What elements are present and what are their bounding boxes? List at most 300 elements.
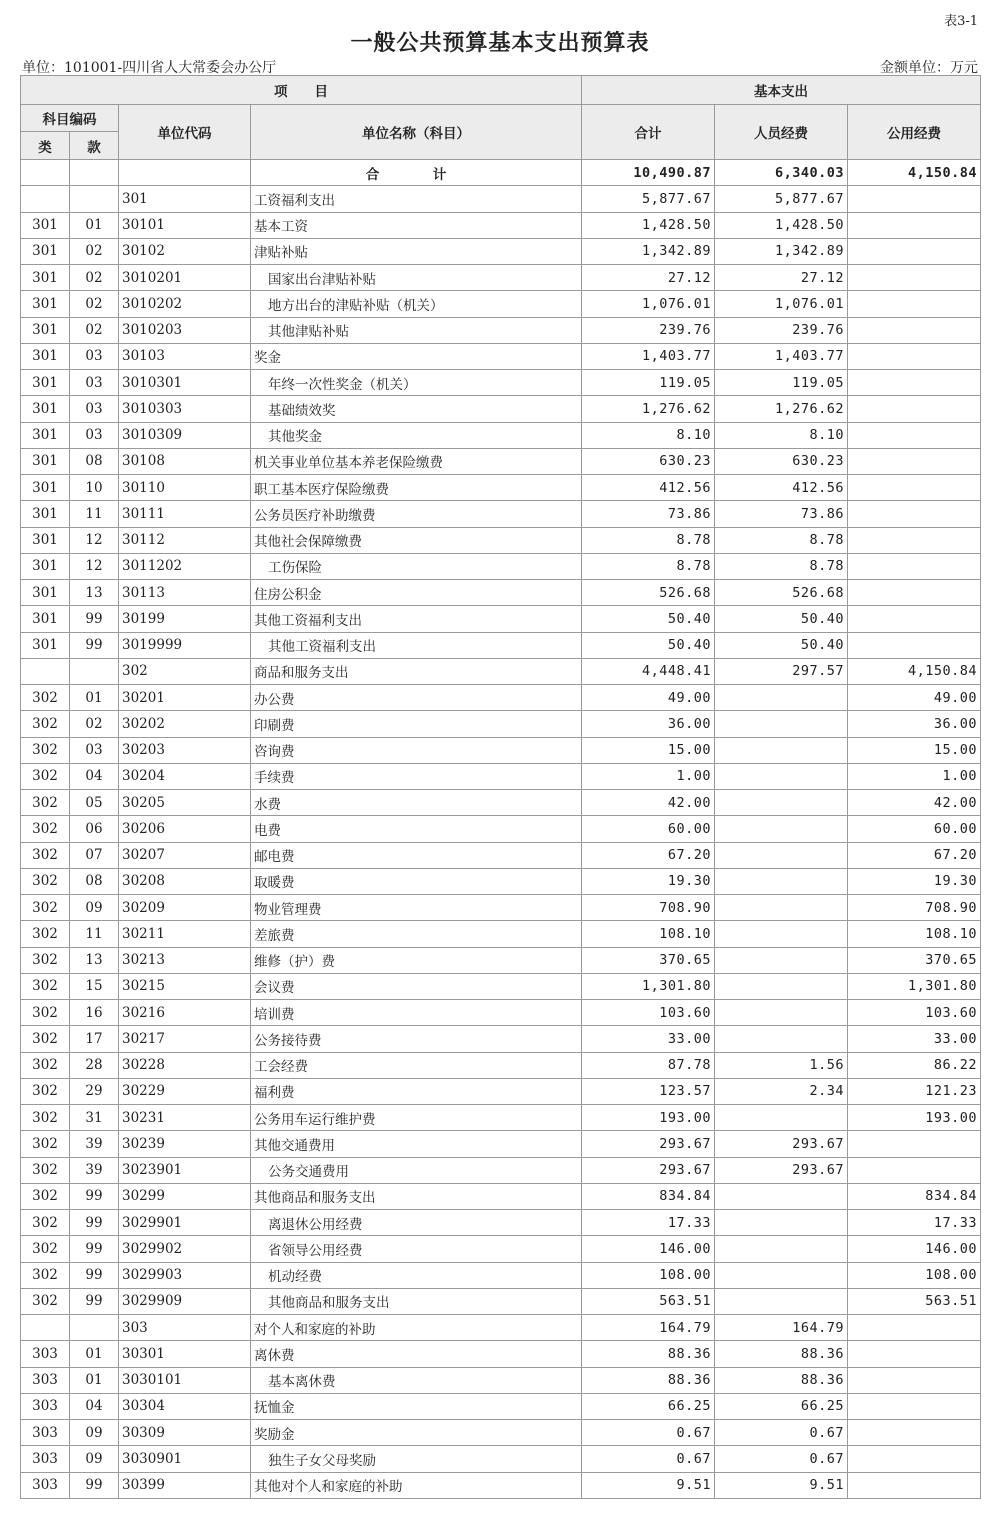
cell-total: 1,428.50 [582,212,715,238]
cell-unit-name: 国家出台津贴补贴 [251,265,582,291]
cell-personnel: 2.34 [715,1078,848,1104]
cell-unit-code: 30205 [119,790,251,816]
cell-unit-code: 30301 [119,1341,251,1367]
cell-unit-name: 抚恤金 [251,1393,582,1419]
cell-total: 4,448.41 [582,658,715,684]
cell-unit-name: 邮电费 [251,842,582,868]
cell-unit-name: 其他社会保障缴费 [251,527,582,553]
cell-unit-name: 印刷费 [251,711,582,737]
cell-unit-code: 30102 [119,238,251,264]
cell-total: 293.67 [582,1157,715,1183]
cell-personnel: 630.23 [715,448,848,474]
cell-total: 66.25 [582,1393,715,1419]
table-row [21,1288,981,1314]
cell-personnel: 8.10 [715,422,848,448]
cell-unit-code: 30217 [119,1026,251,1052]
cell-public [848,212,981,238]
cell-public [848,1341,981,1367]
header-basic-expenditure: 基本支出 [582,76,981,105]
cell-unit-name: 其他津贴补贴 [251,317,582,343]
cell-personnel: 1,276.62 [715,396,848,422]
cell-total: 60.00 [582,816,715,842]
cell-item: 99 [70,1236,119,1262]
cell-unit-code: 30202 [119,711,251,737]
cell-item: 01 [70,1341,119,1367]
cell-category: 301 [21,212,70,238]
cell-total: 49.00 [582,685,715,711]
cell-item: 16 [70,1000,119,1026]
cell-item: 31 [70,1105,119,1131]
table-row [21,1262,981,1288]
cell-category: 302 [21,685,70,711]
cell-personnel [715,816,848,842]
unit-label: 单位：101001-四川省人大常委会办公厅 [22,60,277,76]
cell-personnel [715,947,848,973]
cell-public: 49.00 [848,685,981,711]
cell-total: 36.00 [582,711,715,737]
cell-category: 302 [21,947,70,973]
cell-unit-code: 30399 [119,1472,251,1498]
cell-unit-name: 机关事业单位基本养老保险缴费 [251,448,582,474]
cell-public: 4,150.84 [848,658,981,684]
cell-item: 99 [70,1210,119,1236]
cell-unit-code: 3029903 [119,1262,251,1288]
budget-table [20,75,981,1499]
cell-unit-name: 公务用车运行维护费 [251,1105,582,1131]
cell-personnel: 88.36 [715,1367,848,1393]
cell-personnel [715,973,848,999]
cell-item: 02 [70,291,119,317]
cell-unit-name: 维修（护）费 [251,947,582,973]
cell-public: 103.60 [848,1000,981,1026]
cell-unit-name: 电费 [251,816,582,842]
cell-personnel: 119.05 [715,370,848,396]
cell-category: 302 [21,1078,70,1104]
cell-personnel [715,1000,848,1026]
cell-personnel: 66.25 [715,1393,848,1419]
table-row [21,1052,981,1078]
table-row [21,422,981,448]
cell-unit-code: 30213 [119,947,251,973]
cell-personnel: 412.56 [715,475,848,501]
cell-public [848,580,981,606]
cell-personnel: 297.57 [715,658,848,684]
cell-unit-name: 奖金 [251,343,582,369]
header-subject-code: 科目编码 [21,105,119,132]
cell-unit-name: 其他商品和服务支出 [251,1288,582,1314]
cell-item: 99 [70,1183,119,1209]
table-row [21,711,981,737]
cell-category: 302 [21,1131,70,1157]
cell-total: 108.10 [582,921,715,947]
cell-category: 301 [21,527,70,553]
cell-unit-code: 3029902 [119,1236,251,1262]
cell-unit-name: 奖励金 [251,1420,582,1446]
table-row [21,1000,981,1026]
cell-personnel: 8.78 [715,527,848,553]
cell-personnel: 239.76 [715,317,848,343]
cell-personnel: 9.51 [715,1472,848,1498]
cell-public: 1.00 [848,763,981,789]
cell-unit-code: 3010309 [119,422,251,448]
cell-public [848,501,981,527]
table-row [21,1420,981,1446]
header-unit-code: 单位代码 [119,105,251,160]
cell-item: 02 [70,711,119,737]
cell-unit-code: 30304 [119,1393,251,1419]
cell-item: 39 [70,1131,119,1157]
cell-unit-code: 30112 [119,527,251,553]
cell-personnel: 1,403.77 [715,343,848,369]
cell-category: 303 [21,1341,70,1367]
cell-category: 302 [21,1210,70,1236]
cell-category: 303 [21,1446,70,1472]
table-row [21,1131,981,1157]
cell-category: 302 [21,1236,70,1262]
cell-public [848,1472,981,1498]
cell-unit-code: 30208 [119,868,251,894]
cell-public: 42.00 [848,790,981,816]
cell-item: 01 [70,685,119,711]
cell-category [21,658,70,684]
cell-total: 8.10 [582,422,715,448]
cell-public [848,186,981,212]
cell-unit-name: 住房公积金 [251,580,582,606]
cell-item: 29 [70,1078,119,1104]
cell-unit-code: 3023901 [119,1157,251,1183]
cell-item: 01 [70,212,119,238]
cell-unit-code: 3010203 [119,317,251,343]
cell-total: 88.36 [582,1341,715,1367]
cell-item: 09 [70,1420,119,1446]
table-row [21,658,981,684]
cell-category: 302 [21,1052,70,1078]
cell-total: 164.79 [582,1315,715,1341]
cell-unit-name: 公务员医疗补助缴费 [251,501,582,527]
cell-category: 302 [21,1000,70,1026]
cell-public [848,632,981,658]
cell-unit-name: 工资福利支出 [251,186,582,212]
cell-personnel [715,790,848,816]
cell-public: 370.65 [848,947,981,973]
cell-unit-code: 3011202 [119,553,251,579]
header-personnel: 人员经费 [715,105,848,160]
table-row [21,763,981,789]
cell-total: 0.67 [582,1420,715,1446]
cell-item: 03 [70,422,119,448]
cell-category: 302 [21,816,70,842]
cell-unit-code: 303 [119,1315,251,1341]
cell-unit-name: 福利费 [251,1078,582,1104]
cell-category: 303 [21,1367,70,1393]
cell-public: 108.10 [848,921,981,947]
cell-unit-name: 基本离休费 [251,1367,582,1393]
table-row [21,816,981,842]
table-row [21,317,981,343]
cell-total: 33.00 [582,1026,715,1052]
header-unit-name: 单位名称（科目） [251,105,582,160]
cell-public: 193.00 [848,1105,981,1131]
cell-total: 630.23 [582,448,715,474]
table-row [21,1026,981,1052]
cell-total: 123.57 [582,1078,715,1104]
cell-unit-name: 培训费 [251,1000,582,1026]
cell-total: 15.00 [582,737,715,763]
cell-total: 8.78 [582,553,715,579]
cell-unit-name: 地方出台的津贴补贴（机关） [251,291,582,317]
cell-total: 50.40 [582,632,715,658]
cell-category: 301 [21,606,70,632]
cell-personnel: 1,428.50 [715,212,848,238]
cell-public [848,422,981,448]
cell-category: 302 [21,1026,70,1052]
cell-personnel: 27.12 [715,265,848,291]
cell-item [70,160,119,186]
cell-public [848,606,981,632]
cell-public: 60.00 [848,816,981,842]
cell-unit-code: 30108 [119,448,251,474]
cell-public [848,1157,981,1183]
cell-total: 239.76 [582,317,715,343]
cell-unit-code: 30215 [119,973,251,999]
cell-item: 12 [70,527,119,553]
cell-total: 103.60 [582,1000,715,1026]
cell-item: 11 [70,921,119,947]
cell-unit-name: 公务接待费 [251,1026,582,1052]
cell-personnel [715,868,848,894]
cell-item: 99 [70,632,119,658]
cell-category: 302 [21,737,70,763]
cell-total: 8.78 [582,527,715,553]
cell-unit-name: 其他交通费用 [251,1131,582,1157]
cell-item [70,186,119,212]
cell-unit-code: 30103 [119,343,251,369]
table-row [21,737,981,763]
cell-unit-code: 3010201 [119,265,251,291]
cell-category: 301 [21,343,70,369]
cell-unit-code: 3029909 [119,1288,251,1314]
table-row [21,790,981,816]
cell-personnel: 1.56 [715,1052,848,1078]
table-row [21,842,981,868]
cell-category: 301 [21,632,70,658]
cell-personnel [715,685,848,711]
cell-total: 1,301.80 [582,973,715,999]
cell-category: 301 [21,501,70,527]
cell-public: 67.20 [848,842,981,868]
cell-unit-name: 手续费 [251,763,582,789]
cell-item: 17 [70,1026,119,1052]
cell-total: 146.00 [582,1236,715,1262]
table-row [21,868,981,894]
cell-item: 10 [70,475,119,501]
cell-public: 834.84 [848,1183,981,1209]
amount-unit-label: 金额单位：万元 [880,60,978,76]
table-row [21,973,981,999]
cell-category: 302 [21,790,70,816]
cell-unit-code: 3010303 [119,396,251,422]
cell-item: 04 [70,1393,119,1419]
table-row [21,1105,981,1131]
cell-unit-name: 职工基本医疗保险缴费 [251,475,582,501]
cell-unit-code: 30101 [119,212,251,238]
cell-public [848,448,981,474]
cell-item: 03 [70,370,119,396]
table-row [21,1210,981,1236]
cell-item: 99 [70,1472,119,1498]
cell-total: 708.90 [582,895,715,921]
cell-item: 08 [70,448,119,474]
cell-unit-code: 30203 [119,737,251,763]
cell-total: 9.51 [582,1472,715,1498]
cell-category: 303 [21,1472,70,1498]
cell-unit-code: 30111 [119,501,251,527]
cell-total: 370.65 [582,947,715,973]
cell-unit-code: 30229 [119,1078,251,1104]
header-category: 类 [21,132,70,160]
cell-total: 42.00 [582,790,715,816]
cell-personnel [715,1288,848,1314]
total-personnel: 6,340.03 [715,160,848,186]
cell-public [848,317,981,343]
cell-unit-name: 其他工资福利支出 [251,632,582,658]
header-item: 款 [70,132,119,160]
table-row [21,1315,981,1341]
cell-personnel: 0.67 [715,1420,848,1446]
cell-item: 03 [70,396,119,422]
total-amount: 10,490.87 [582,160,715,186]
table-row [21,212,981,238]
table-row [21,921,981,947]
cell-item: 09 [70,1446,119,1472]
header-total: 合计 [582,105,715,160]
cell-unit-name: 离退休公用经费 [251,1210,582,1236]
cell-unit-code: 30201 [119,685,251,711]
cell-item [70,658,119,684]
cell-item: 05 [70,790,119,816]
cell-personnel [715,921,848,947]
cell-category: 303 [21,1393,70,1419]
cell-category: 301 [21,396,70,422]
cell-total: 0.67 [582,1446,715,1472]
cell-total: 563.51 [582,1288,715,1314]
cell-item: 02 [70,238,119,264]
cell-item: 04 [70,763,119,789]
total-label: 合 计 [251,160,582,186]
cell-public [848,1420,981,1446]
cell-public: 15.00 [848,737,981,763]
cell-unit-code: 30204 [119,763,251,789]
cell-public [848,475,981,501]
cell-unit-code: 302 [119,658,251,684]
cell-public: 36.00 [848,711,981,737]
table-row [21,501,981,527]
cell-item: 06 [70,816,119,842]
cell-public [848,527,981,553]
cell-item: 03 [70,737,119,763]
cell-category: 302 [21,1105,70,1131]
cell-category: 301 [21,553,70,579]
cell-category: 303 [21,1420,70,1446]
cell-personnel: 1,342.89 [715,238,848,264]
cell-unit-code: 30231 [119,1105,251,1131]
cell-category: 301 [21,448,70,474]
cell-unit-name: 办公费 [251,685,582,711]
cell-personnel [715,1236,848,1262]
cell-unit-code: 30110 [119,475,251,501]
cell-personnel: 8.78 [715,553,848,579]
cell-total: 27.12 [582,265,715,291]
cell-unit-name: 公务交通费用 [251,1157,582,1183]
cell-category: 301 [21,422,70,448]
cell-item: 08 [70,868,119,894]
cell-unit-code [119,160,251,186]
cell-public: 19.30 [848,868,981,894]
cell-unit-code: 30299 [119,1183,251,1209]
cell-personnel [715,1183,848,1209]
cell-item: 02 [70,317,119,343]
cell-category: 301 [21,265,70,291]
cell-public: 1,301.80 [848,973,981,999]
cell-public: 708.90 [848,895,981,921]
cell-personnel: 1,076.01 [715,291,848,317]
cell-total: 834.84 [582,1183,715,1209]
cell-unit-code: 30206 [119,816,251,842]
cell-unit-name: 商品和服务支出 [251,658,582,684]
cell-personnel [715,763,848,789]
cell-item: 02 [70,265,119,291]
cell-unit-name: 其他工资福利支出 [251,606,582,632]
table-number: 表3-1 [944,14,978,29]
cell-unit-code: 30228 [119,1052,251,1078]
table-row [21,396,981,422]
cell-total: 1,076.01 [582,291,715,317]
cell-personnel: 50.40 [715,606,848,632]
table-row [21,291,981,317]
cell-personnel [715,1262,848,1288]
cell-public [848,1446,981,1472]
cell-total: 1.00 [582,763,715,789]
cell-category: 301 [21,580,70,606]
cell-personnel: 50.40 [715,632,848,658]
cell-unit-name: 取暖费 [251,868,582,894]
cell-item: 99 [70,606,119,632]
cell-public [848,1315,981,1341]
cell-total: 108.00 [582,1262,715,1288]
cell-public [848,265,981,291]
cell-unit-code: 30216 [119,1000,251,1026]
cell-personnel [715,1105,848,1131]
cell-unit-name: 基础绩效奖 [251,396,582,422]
cell-unit-code: 3030901 [119,1446,251,1472]
table-row [21,1157,981,1183]
cell-unit-name: 机动经费 [251,1262,582,1288]
cell-personnel [715,711,848,737]
cell-category: 302 [21,1288,70,1314]
cell-public [848,238,981,264]
cell-item: 11 [70,501,119,527]
cell-category: 302 [21,842,70,868]
cell-category: 302 [21,1157,70,1183]
cell-unit-code: 3030101 [119,1367,251,1393]
cell-total: 50.40 [582,606,715,632]
header-project: 项 目 [21,76,582,105]
cell-category: 301 [21,475,70,501]
cell-personnel: 0.67 [715,1446,848,1472]
table-row [21,265,981,291]
table-row [21,1341,981,1367]
total-public: 4,150.84 [848,160,981,186]
